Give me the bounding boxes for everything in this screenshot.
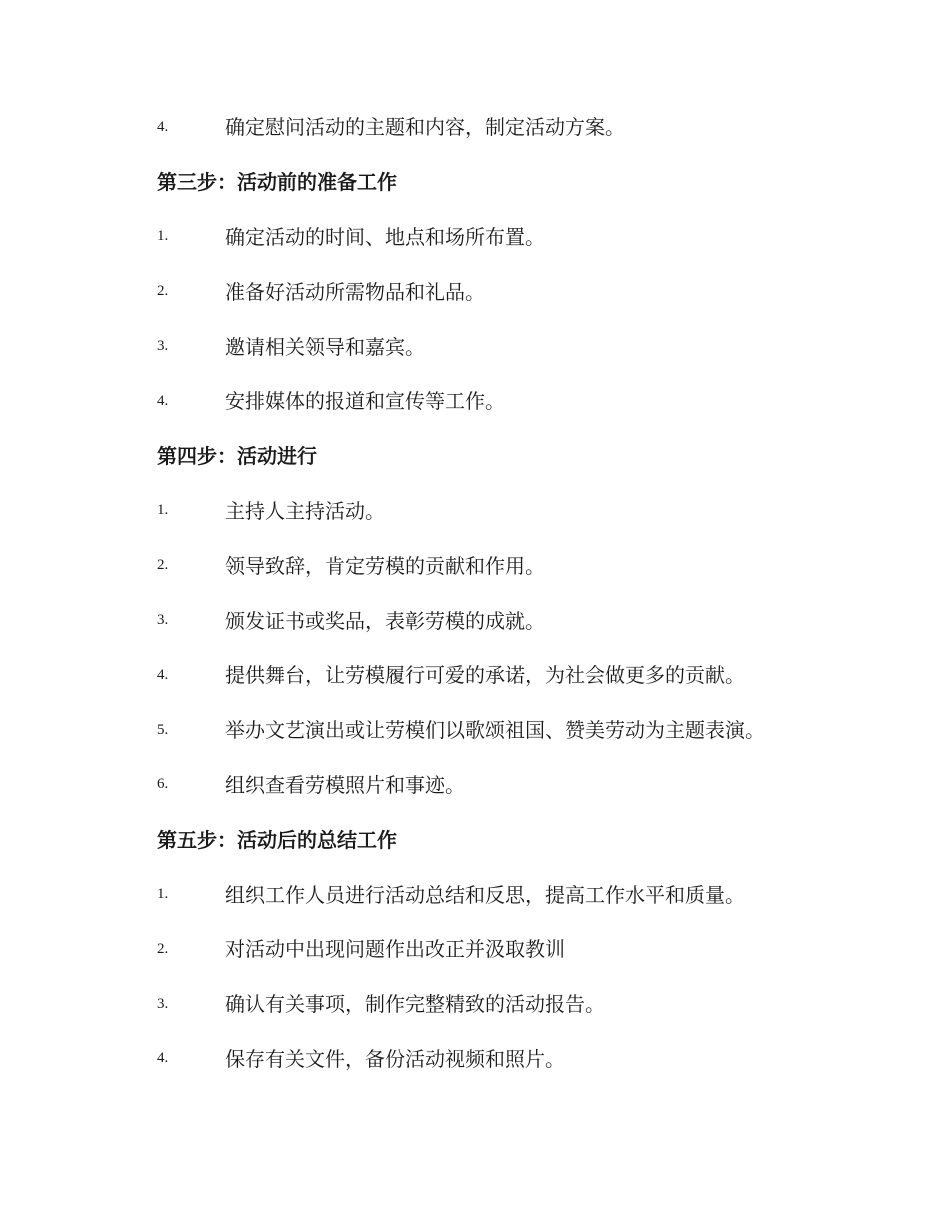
list-item <box>0 758 950 813</box>
list-item-number: 6. <box>157 776 169 793</box>
list-item <box>0 319 950 374</box>
list-item-number: 4. <box>157 392 169 409</box>
list-item-text: 邀请相关领导和嘉宾。 <box>225 334 425 359</box>
list-item <box>0 648 950 703</box>
list-item-number: 4. <box>157 1050 169 1067</box>
section-heading-text: 第四步：活动进行 <box>157 444 317 469</box>
section-heading-text: 第五步：活动后的总结工作 <box>157 827 397 852</box>
section-heading-step-3 <box>0 155 950 210</box>
list-item-number: 2. <box>157 283 169 300</box>
list-item <box>0 484 950 539</box>
list-item-text: 准备好活动所需物品和礼品。 <box>225 279 485 304</box>
list-item-text: 主持人主持活动。 <box>225 498 385 523</box>
section-heading-text: 第三步：活动前的准备工作 <box>157 170 397 195</box>
list-item-number: 4. <box>157 118 169 135</box>
list-item-text: 提供舞台，让劳模履行可爱的承诺，为社会做更多的贡献。 <box>225 663 745 688</box>
list-item <box>0 374 950 429</box>
list-item <box>0 1032 950 1087</box>
list-item-text: 确定慰问活动的主题和内容，制定活动方案。 <box>225 115 625 140</box>
list-item-text: 举办文艺演出或让劳模们以歌颂祖国、赞美劳动为主题表演。 <box>225 718 765 743</box>
list-item-number: 3. <box>157 995 169 1012</box>
list-item-number: 1. <box>157 228 169 245</box>
list-item-number: 3. <box>157 338 169 355</box>
list-item-text: 确定活动的时间、地点和场所布置。 <box>225 224 545 249</box>
list-item <box>0 264 950 319</box>
list-item-number: 1. <box>157 886 169 903</box>
list-item-text: 安排媒体的报道和宣传等工作。 <box>225 389 505 414</box>
list-item-number: 5. <box>157 721 169 738</box>
list-item <box>0 867 950 922</box>
list-item <box>0 100 950 155</box>
list-item <box>0 977 950 1032</box>
list-item <box>0 703 950 758</box>
list-item-number: 2. <box>157 940 169 957</box>
list-item-text: 对活动中出现问题作出改正并汲取教训 <box>225 937 565 962</box>
list-item <box>0 210 950 265</box>
list-item <box>0 538 950 593</box>
list-item-text: 确认有关事项，制作完整精致的活动报告。 <box>225 992 605 1017</box>
section-heading-step-4 <box>0 429 950 484</box>
list-item-number: 2. <box>157 557 169 574</box>
list-item-text: 保存有关文件，备份活动视频和照片。 <box>225 1046 565 1071</box>
list-item <box>0 593 950 648</box>
list-item-text: 组织查看劳模照片和事迹。 <box>225 772 465 797</box>
list-item <box>0 922 950 977</box>
document-body <box>0 100 950 1086</box>
list-item-number: 1. <box>157 502 169 519</box>
section-heading-step-5 <box>0 812 950 867</box>
list-item-text: 领导致辞，肯定劳模的贡献和作用。 <box>225 553 545 578</box>
list-item-number: 3. <box>157 612 169 629</box>
list-item-text: 颁发证书或奖品，表彰劳模的成就。 <box>225 608 545 633</box>
list-item-number: 4. <box>157 666 169 683</box>
list-item-text: 组织工作人员进行活动总结和反思，提高工作水平和质量。 <box>225 882 745 907</box>
